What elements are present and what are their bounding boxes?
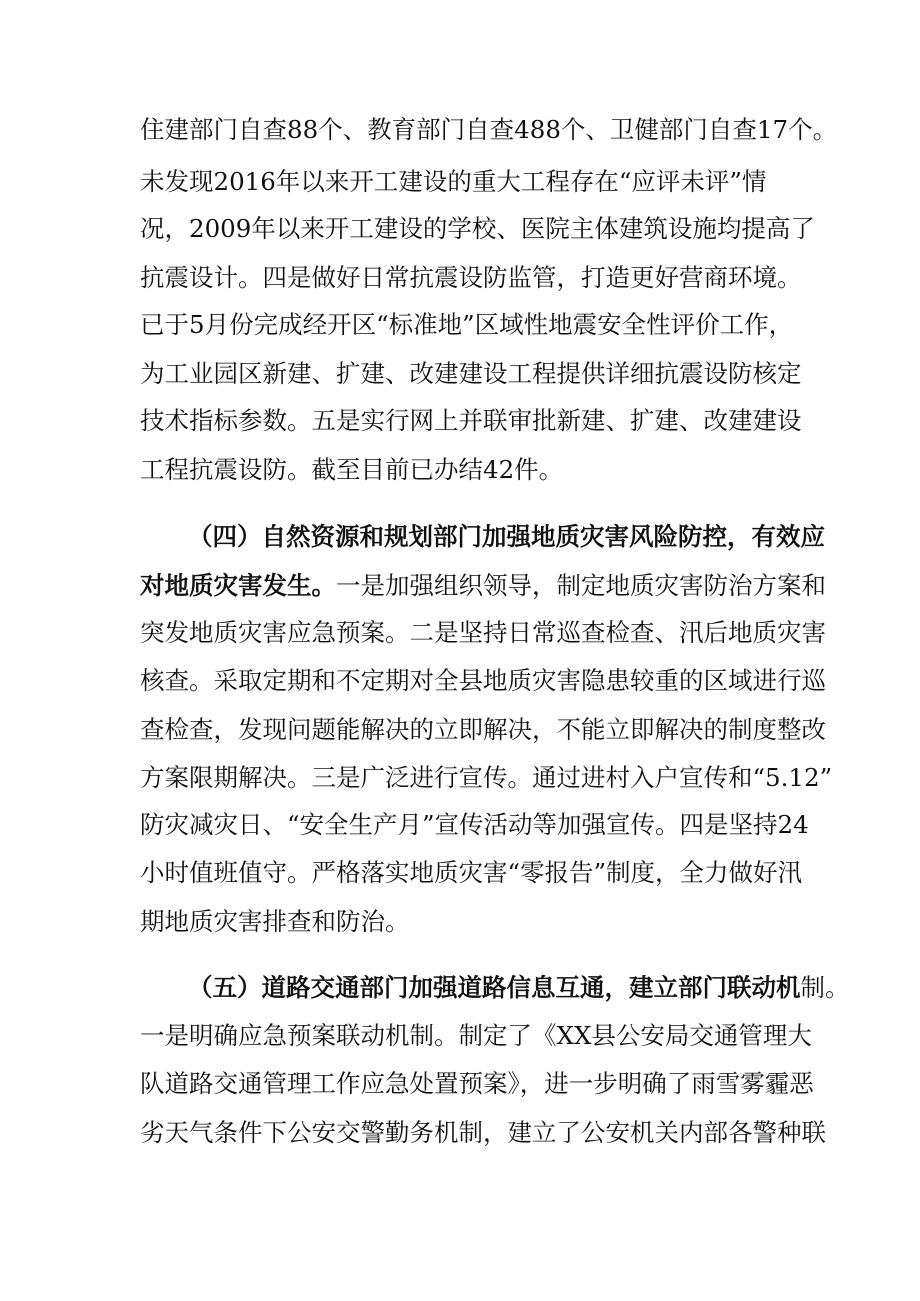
paragraph-3-heading: （五）道路交通部门加强道路信息互通，建立部门联动机: [188, 973, 801, 1002]
paragraph-2-line-2-text: 一是加强组织领导，制定地质灾害防治方案和: [336, 571, 826, 600]
paragraph-2-line-6: 方案限期解决。三是广泛进行宣传。通过进村入户宣传和“5.12”: [140, 763, 833, 792]
paragraph-1-line-3: 况，2009年以来开工建设的学校、医院主体建筑设施均提高了: [140, 214, 815, 243]
paragraph-3-line-3: 队道路交通管理工作应急处置预案》，进一步明确了雨雪雾霾恶: [140, 1069, 814, 1098]
paragraph-2-heading-line-1: （四）自然资源和规划部门加强地质灾害风险防控，有效应: [188, 522, 825, 551]
paragraph-2-line-7: 防灾减灾日、“安全生产月”宣传活动等加强宣传。四是坚持24: [140, 810, 809, 839]
paragraph-3-line-1: [188, 968, 850, 1008]
paragraph-2-line-4: 核查。采取定期和不定期对全县地质灾害隐患较重的区域进行巡: [140, 666, 826, 695]
paragraph-3-heading-tail: 制。: [800, 973, 850, 1002]
paragraph-1-line-7: 技术指标参数。五是实行网上并联审批新建、扩建、改建建设: [140, 406, 802, 435]
paragraph-1-line-1: 住建部门自查88个、教育部门自查488个、卫健部门自查17个。: [140, 115, 838, 144]
paragraph-3-line-2: 一是明确应急预案联动机制。制定了《XX县公安局交通管理大: [140, 1021, 812, 1050]
paragraph-3-line-4: 劣天气条件下公安交警勤务机制，建立了公安机关内部各警种联: [140, 1118, 826, 1147]
paragraph-1-line-4: 抗震设计。四是做好日常抗震设防监管，打造更好营商环境。: [140, 263, 802, 292]
paragraph-2-line-8: 小时值班值守。严格落实地质灾害“零报告”制度，全力做好汛: [140, 858, 803, 887]
paragraph-1-line-8: 工程抗震设防。截至目前已办结42件。: [140, 455, 564, 484]
paragraph-2-line-3: 突发地质灾害应急预案。二是坚持日常巡查检查、汛后地质灾害: [140, 618, 826, 647]
paragraph-2-heading-line-2: 对地质灾害发生。: [140, 571, 336, 600]
paragraph-1-line-2: 未发现2016年以来开工建设的重大工程存在“应评未评”情: [140, 167, 767, 196]
paragraph-1-line-5: 已于5月份完成经开区“标准地”区域性地震安全性评价工作，: [140, 310, 794, 339]
paragraph-2-line-5: 查检查，发现问题能解决的立即解决，不能立即解决的制度整改: [140, 715, 826, 744]
paragraph-2-line-9: 期地质灾害排查和防治。: [140, 907, 410, 936]
paragraph-1-line-6: 为工业园区新建、扩建、改建建设工程提供详细抗震设防核定: [140, 359, 802, 388]
paragraph-2-line-2: [140, 566, 826, 606]
